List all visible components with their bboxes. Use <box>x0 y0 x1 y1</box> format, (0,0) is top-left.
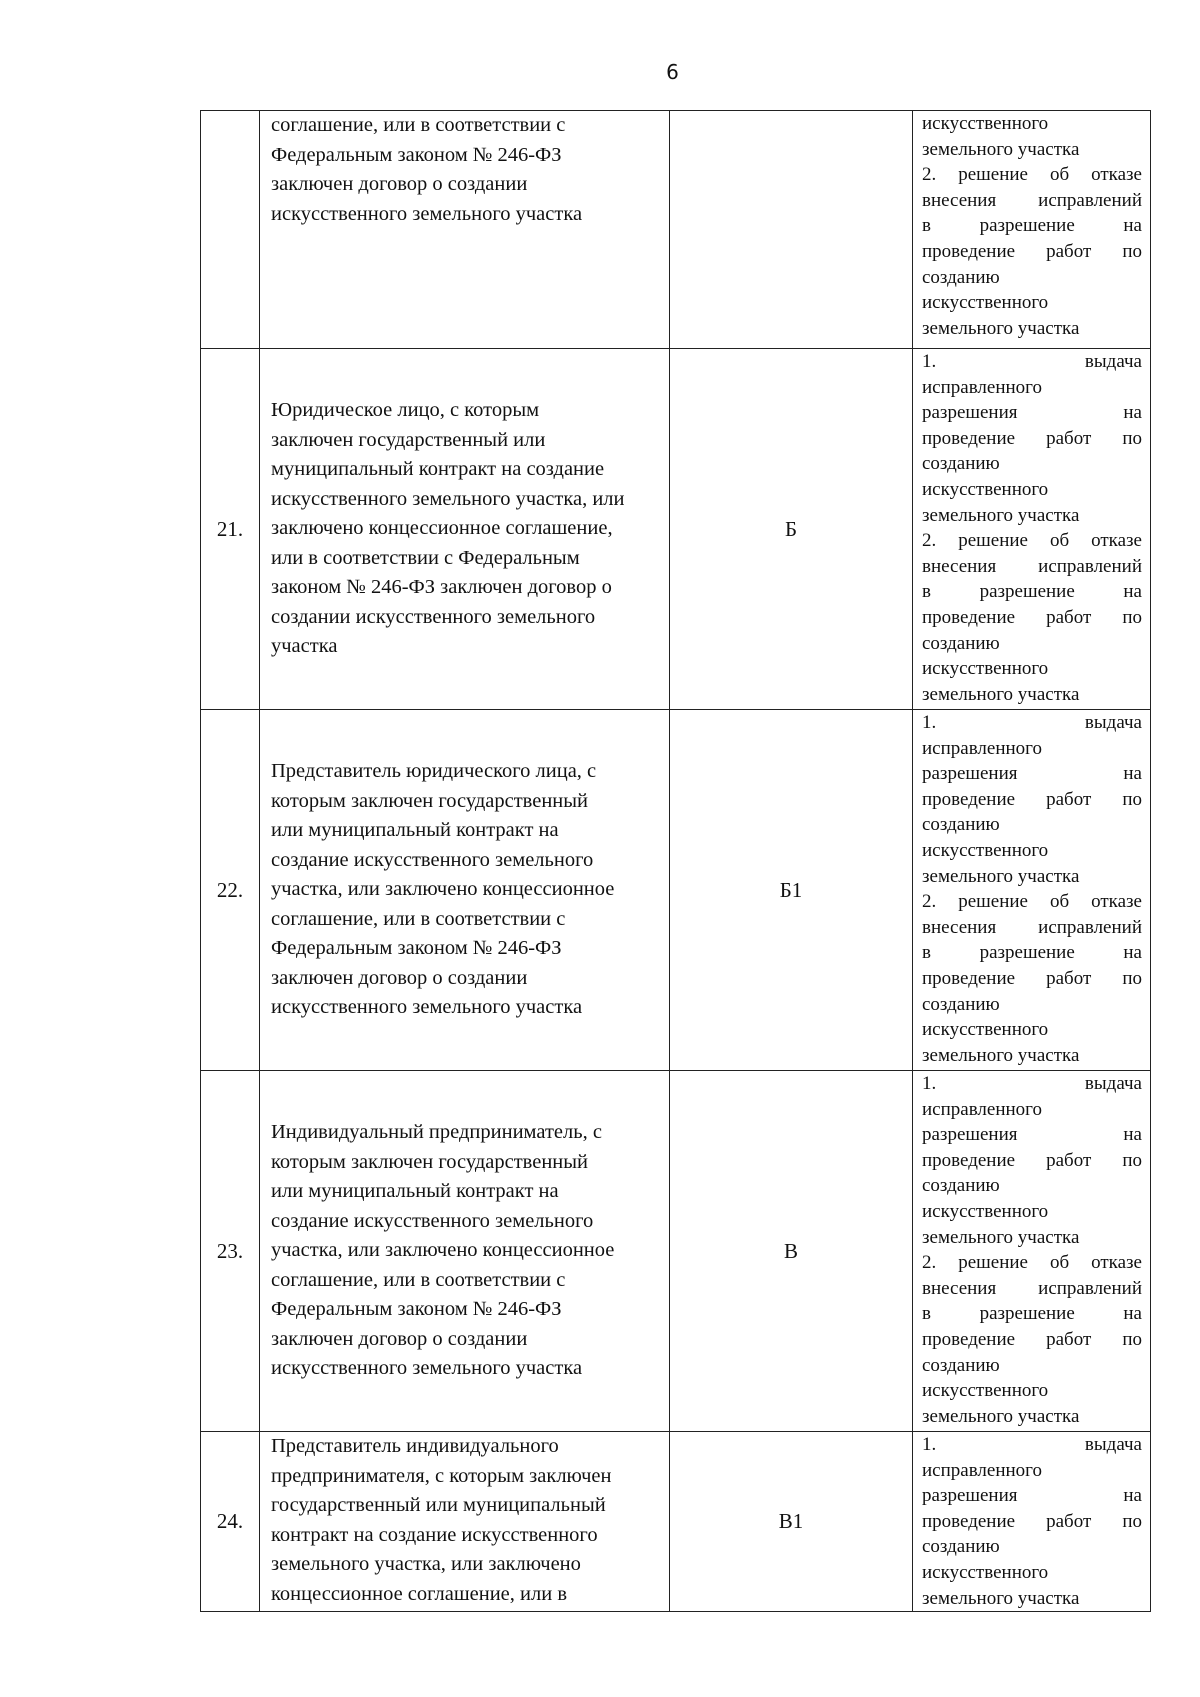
row-number-cell: 21. <box>201 349 260 710</box>
applicant-text-line: Представитель индивидуального <box>271 1435 559 1457</box>
applicant-text-line: заключен договор о создании <box>271 173 528 195</box>
result-text-line: проведение работ по <box>922 1328 1142 1350</box>
applicant-text-line: которым заключен государственный <box>271 1150 589 1173</box>
row-number-cell: 23. <box>201 1071 260 1432</box>
applicant-text-line: искусственного земельного участка <box>271 996 583 1019</box>
applicant-text-line: участка, или заключено концессионное <box>271 878 615 901</box>
applicant-text-line: Индивидуальный предприниматель, с <box>271 1121 602 1144</box>
result-text-line: исправленного <box>922 1098 1042 1120</box>
result-text-line: внесения исправлений <box>922 916 1142 938</box>
category-code-cell: В1 <box>670 1432 913 1612</box>
table-row <box>201 710 1151 1071</box>
category-code-cell: Б <box>670 349 913 710</box>
result-text-line: внесения исправлений <box>922 1277 1142 1299</box>
row-number-cell: 22. <box>201 710 260 1071</box>
category-code-cell <box>670 111 913 349</box>
result-text-line: искусственного <box>922 478 1049 500</box>
result-text-line: разрешения на <box>922 1485 1142 1507</box>
result-text-line: искусственного <box>922 1019 1049 1041</box>
result-text-line: созданию <box>922 453 1000 475</box>
result-text-line: проведение работ по <box>922 240 1142 262</box>
applicant-description-cell <box>260 111 670 349</box>
table-row <box>201 1071 1151 1432</box>
result-cell <box>913 710 1151 1071</box>
result-text-line: 2. решение об отказе <box>922 530 1142 552</box>
result-text-line: искусственного <box>922 1380 1049 1402</box>
applicant-description-cell <box>260 1432 670 1612</box>
applicant-text-line: контракт на создание искусственного <box>271 1523 598 1546</box>
result-cell <box>913 1071 1151 1432</box>
applicant-text-line: законом № 246-ФЗ заключен договор о <box>271 576 612 599</box>
applicant-text-line: заключено концессионное соглашение, <box>271 517 613 540</box>
result-text-line: в разрешение на <box>922 581 1142 603</box>
result-text-line: искусственного <box>922 1561 1049 1583</box>
result-cell <box>913 1432 1151 1612</box>
applicant-text-line: соглашение, или в соответствии с <box>271 907 566 930</box>
applicant-text-line: предпринимателя, с которым заключен <box>271 1464 612 1487</box>
page-number: 6 <box>666 60 679 84</box>
applicant-text-line: или муниципальный контракт на <box>271 819 559 842</box>
category-code-cell: В <box>670 1071 913 1432</box>
result-text-line: земельного участка <box>922 1405 1080 1427</box>
applicant-text-line: создание искусственного земельного <box>271 848 594 871</box>
table-row <box>201 1432 1151 1612</box>
result-text-line: 2. решение об отказе <box>922 1252 1142 1274</box>
result-text-line: исправленного <box>922 1459 1042 1481</box>
applicant-text-line: соглашение, или в соответствии с <box>271 1268 566 1291</box>
result-text-line: разрешения на <box>922 1124 1142 1146</box>
result-text-line: искусственного <box>922 658 1049 680</box>
applicant-description-cell <box>260 1071 670 1432</box>
applicant-description-cell <box>260 710 670 1071</box>
applicant-text-line: искусственного земельного участка <box>271 1357 583 1380</box>
result-text-line: созданию <box>922 632 1000 654</box>
result-text-line: внесения исправлений <box>922 189 1142 211</box>
result-text-line: земельного участка <box>922 1044 1080 1066</box>
result-text-line: в разрешение на <box>922 1303 1142 1325</box>
result-text-line: земельного участка <box>922 865 1080 887</box>
applicant-text-line: Представитель юридического лица, с <box>271 760 597 783</box>
result-text-line: искусственного <box>922 839 1049 861</box>
applicant-text-line: участка, или заключено концессионное <box>271 1239 615 1262</box>
result-text-line: земельного участка <box>922 504 1080 526</box>
result-text-line: созданию <box>922 814 1000 836</box>
applicant-text-line: создание искусственного земельного <box>271 1209 594 1232</box>
result-text-line: 1. выдача <box>922 1434 1142 1455</box>
result-text-line: созданию <box>922 1536 1000 1558</box>
table-row <box>201 111 1151 349</box>
result-text-line: 2. решение об отказе <box>922 891 1142 913</box>
applicant-text-line: Юридическое лицо, с которым <box>271 399 540 422</box>
result-text-line: земельного участка <box>922 1226 1080 1248</box>
result-text-line: искусственного <box>922 292 1049 314</box>
result-text-line: земельного участка <box>922 683 1080 705</box>
result-text-line: исправленного <box>922 737 1042 759</box>
result-text-line: разрешения на <box>922 402 1142 424</box>
result-text-line: разрешения на <box>922 763 1142 785</box>
applicant-text-line: или муниципальный контракт на <box>271 1180 559 1203</box>
result-text-line: созданию <box>922 1354 1000 1376</box>
applicant-text-line: которым заключен государственный <box>271 789 589 812</box>
applicant-text-line: заключен договор о создании <box>271 966 528 989</box>
applicant-text-line: заключен договор о создании <box>271 1327 528 1350</box>
category-code-cell: Б1 <box>670 710 913 1071</box>
applicants-table <box>200 110 1151 1612</box>
result-text-line: 2. решение об отказе <box>922 164 1142 186</box>
result-text-line: искусственного <box>922 1200 1049 1222</box>
result-text-line: 1. выдача <box>922 1073 1142 1094</box>
result-text-line: проведение работ по <box>922 427 1142 449</box>
applicant-description-cell <box>260 349 670 710</box>
result-cell <box>913 349 1151 710</box>
result-text-line: созданию <box>922 266 1000 288</box>
result-text-line: земельного участка <box>922 1587 1080 1609</box>
row-number-cell <box>201 111 260 349</box>
applicant-text-line: или в соответствии с Федеральным <box>271 546 580 569</box>
result-text-line: земельного участка <box>922 138 1080 160</box>
result-text-line: проведение работ по <box>922 1149 1142 1171</box>
result-text-line: проведение работ по <box>922 1510 1142 1532</box>
result-text-line: 1. выдача <box>922 351 1142 372</box>
row-number-cell: 24. <box>201 1432 260 1612</box>
result-text-line: проведение работ по <box>922 788 1142 810</box>
result-text-line: внесения исправлений <box>922 555 1142 577</box>
result-text-line: проведение работ по <box>922 967 1142 989</box>
applicant-text-line: искусственного земельного участка <box>271 202 583 225</box>
applicant-text-line: муниципальный контракт на создание <box>271 458 605 481</box>
applicant-text-line: Федеральным законом № 246-ФЗ <box>271 937 562 960</box>
applicant-text-line: соглашение, или в соответствии с <box>271 114 566 136</box>
applicant-text-line: концессионное соглашение, или в <box>271 1582 567 1605</box>
result-cell <box>913 111 1151 349</box>
result-text-line: 1. выдача <box>922 712 1142 733</box>
applicant-text-line: создании искусственного земельного <box>271 605 596 628</box>
applicant-text-line: земельного участка, или заключено <box>271 1553 581 1575</box>
applicant-text-line: Федеральным законом № 246-ФЗ <box>271 143 562 166</box>
applicant-text-line: искусственного земельного участка, или <box>271 487 625 510</box>
applicant-text-line: государственный или муниципальный <box>271 1494 606 1516</box>
result-text-line: земельного участка <box>922 317 1080 339</box>
result-text-line: созданию <box>922 993 1000 1015</box>
result-text-line: в разрешение на <box>922 942 1142 964</box>
result-text-line: проведение работ по <box>922 606 1142 628</box>
result-text-line: исправленного <box>922 376 1042 398</box>
applicant-text-line: заключен государственный или <box>271 428 546 451</box>
result-text-line: искусственного <box>922 113 1049 134</box>
applicant-text-line: Федеральным законом № 246-ФЗ <box>271 1298 562 1321</box>
applicant-text-line: участка <box>271 635 338 658</box>
result-text-line: в разрешение на <box>922 215 1142 237</box>
table-row <box>201 349 1151 710</box>
result-text-line: созданию <box>922 1175 1000 1197</box>
